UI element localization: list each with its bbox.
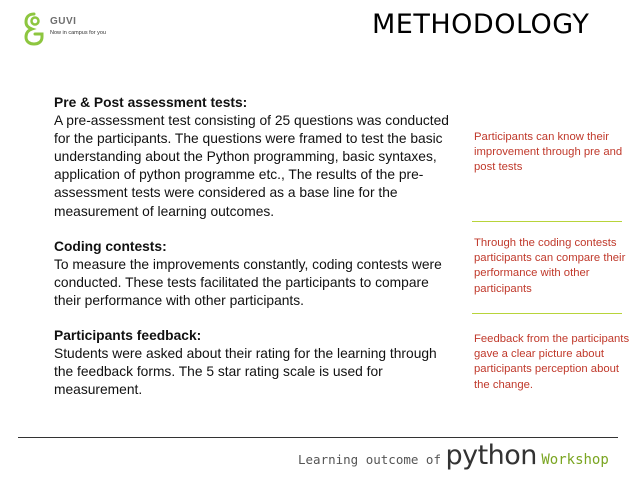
section-heading: Coding contests: — [54, 238, 167, 254]
note-feedback: Feedback from the participants gave a clear picture about participants perception about the change. — [474, 333, 630, 391]
section-body: Students were asked about their rating for the learning through the feedback forms. The 5 star rating scale is used for measurement. — [54, 346, 437, 398]
logo-name: GUVI — [50, 16, 77, 27]
footer-suffix: Workshop — [541, 452, 609, 468]
section-body: To measure the improvements constantly, coding contests were conducted. These tests facilitated the participants to compare their performance with other participants. — [54, 256, 442, 308]
main-content — [54, 94, 459, 399]
section-coding-contests — [54, 238, 459, 310]
note-coding-contests: Through the coding contests participants can compare their performance with other participants — [474, 237, 626, 295]
footer-python-logo: python — [445, 440, 537, 471]
section-body: A pre-assessment test consisting of 25 questions was conducted for the participants. The questions were framed to test the basic understanding about the Python programming, basic syntaxes, application of python programme etc., The results of the pre-assessment tests were considered as a base line for the measurement of learning outcomes. — [54, 113, 449, 219]
notes-divider — [472, 221, 622, 222]
section-heading: Pre & Post assessment tests: — [54, 95, 248, 110]
guvi-logo-icon — [24, 12, 44, 46]
footer — [298, 440, 609, 471]
section-participants-feedback — [54, 327, 459, 399]
section-pre-post — [54, 94, 459, 221]
note-pre-post: Participants can know their improvement through pre and post tests — [474, 131, 623, 174]
notes-divider — [472, 313, 622, 314]
section-heading: Participants feedback: — [54, 328, 202, 344]
logo-tagline: Now in campus for you — [50, 30, 106, 36]
guvi-logo — [24, 12, 134, 46]
page-title: METHODOLOGY — [372, 9, 590, 40]
footer-divider — [18, 437, 618, 438]
footer-prefix: Learning outcome of — [298, 452, 441, 467]
